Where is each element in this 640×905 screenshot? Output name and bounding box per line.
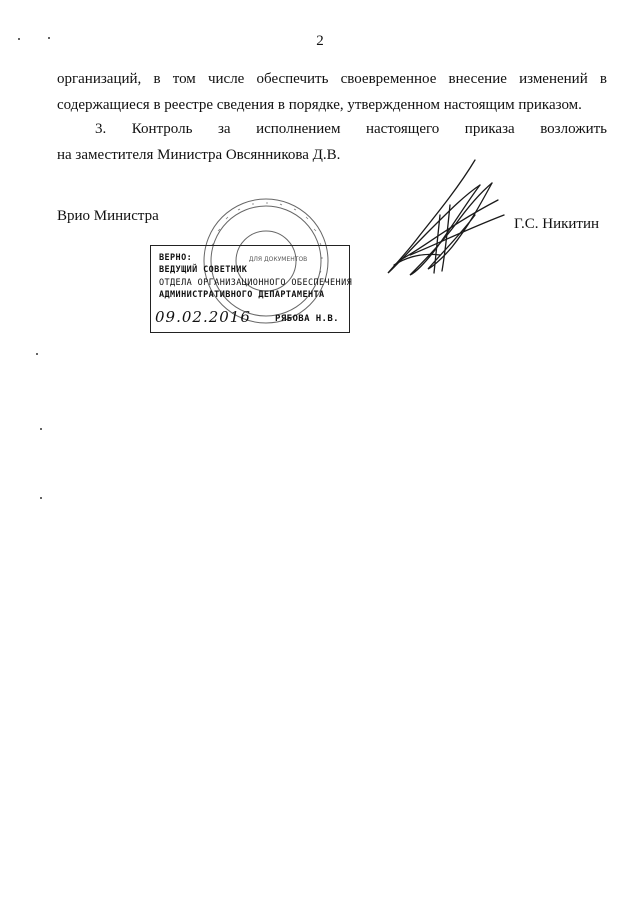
cert-department: ОТДЕЛА ОРГАНИЗАЦИОННОГО ОБЕСПЕЧЕНИЯ (159, 278, 353, 288)
paragraph-item-3 (57, 116, 607, 168)
paragraph-line: 3. Контроль за исполнением настоящего приказа возложить (95, 121, 607, 137)
handwritten-signature (380, 155, 510, 285)
certification-stamp (150, 245, 353, 333)
paragraph-line: содержащиеся в реестре сведения в порядке, утвержденном настоящим приказом. (57, 97, 582, 113)
page-number: 2 (316, 33, 324, 49)
paragraph-continuation (57, 66, 607, 118)
cert-verified-label: ВЕРНО: (159, 253, 193, 263)
signatory-name: Г.С. Никитин (514, 216, 600, 232)
cert-date: 09.02.2016 (155, 308, 251, 326)
paragraph-line: на заместителя Министра Овсянникова Д.В. (57, 147, 341, 163)
paragraph-line: организаций, в том числе обеспечить своевременное внесение изменений в (57, 71, 607, 87)
signatory-title: Врио Министра (57, 208, 159, 224)
cert-position: ВЕДУЩИЙ СОВЕТНИК (159, 265, 248, 275)
scan-speck (36, 353, 38, 355)
scan-speck (40, 428, 42, 430)
cert-directorate: АДМИНИСТРАТИВНОГО ДЕПАРТАМЕНТА (159, 290, 325, 300)
cert-name: РЯБОВА Н.В. (275, 314, 340, 324)
scan-speck (40, 497, 42, 499)
seal-inner-text: ДЛЯ ДОКУМЕНТОВ (248, 256, 308, 263)
